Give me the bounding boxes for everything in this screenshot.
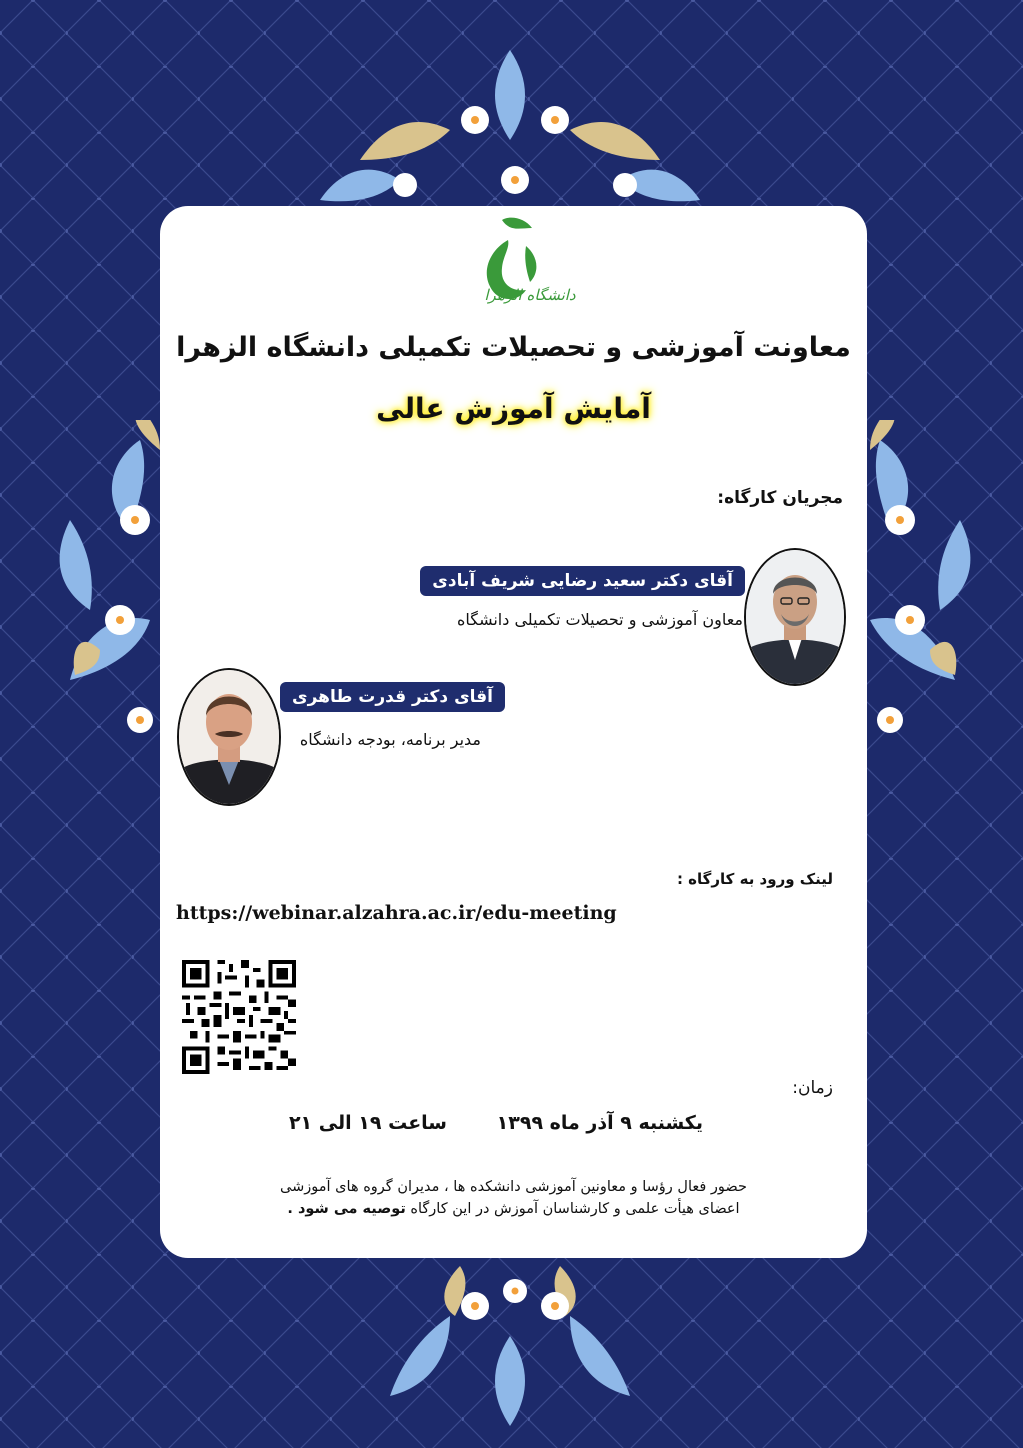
event-hour: ساعت ۱۹ الی ۲۱ <box>288 1112 447 1134</box>
presenter-1-role: معاون آموزشی و تحصیلات تکمیلی دانشگاه <box>456 610 743 629</box>
bottom-floral-ornament <box>360 1256 660 1436</box>
webinar-link[interactable]: https://webinar.alzahra.ac.ir/edu-meeting <box>176 902 617 924</box>
right-floral-ornament <box>860 420 1000 760</box>
presenter-2-photo <box>177 668 281 806</box>
event-date: یکشنبه ۹ آذر ماه ۱۳۹۹ <box>496 1112 703 1134</box>
link-label: لینک ورود به کارگاه : <box>676 870 833 888</box>
left-floral-ornament <box>40 420 170 760</box>
workshop-title: آمایش آموزش عالی <box>376 392 651 425</box>
top-floral-ornament <box>300 40 720 220</box>
page-title: معاونت آموزشی و تحصیلات تکمیلی دانشگاه الزهرا <box>176 332 851 363</box>
presenter-2-name: آقای دکتر قدرت طاهری <box>280 682 505 712</box>
note-line-1: حضور فعال رؤسا و معاونین آموزشی دانشکده ها ، مدیران گروه های آموزشی <box>280 1179 747 1195</box>
logo-text: دانشگاه الزهرا <box>484 286 576 304</box>
attendance-note <box>160 1176 867 1220</box>
time-label: زمان: <box>792 1078 833 1098</box>
note-line-2-text: اعضای هیأت علمی و کارشناسان آموزش در این کارگاه <box>410 1201 740 1217</box>
presenter-1-photo <box>744 548 846 686</box>
presenter-2-role: مدیر برنامه، بودجه دانشگاه <box>299 730 481 749</box>
qr-code-icon[interactable] <box>182 960 296 1074</box>
presenter-1-name: آقای دکتر سعید رضایی شریف آبادی <box>420 566 745 596</box>
presenters-label: مجریان کارگاه: <box>717 488 843 508</box>
note-line-2 <box>160 1198 867 1220</box>
content-card <box>160 206 867 1258</box>
note-line-2-bold: توصیه می شود . <box>287 1201 406 1217</box>
